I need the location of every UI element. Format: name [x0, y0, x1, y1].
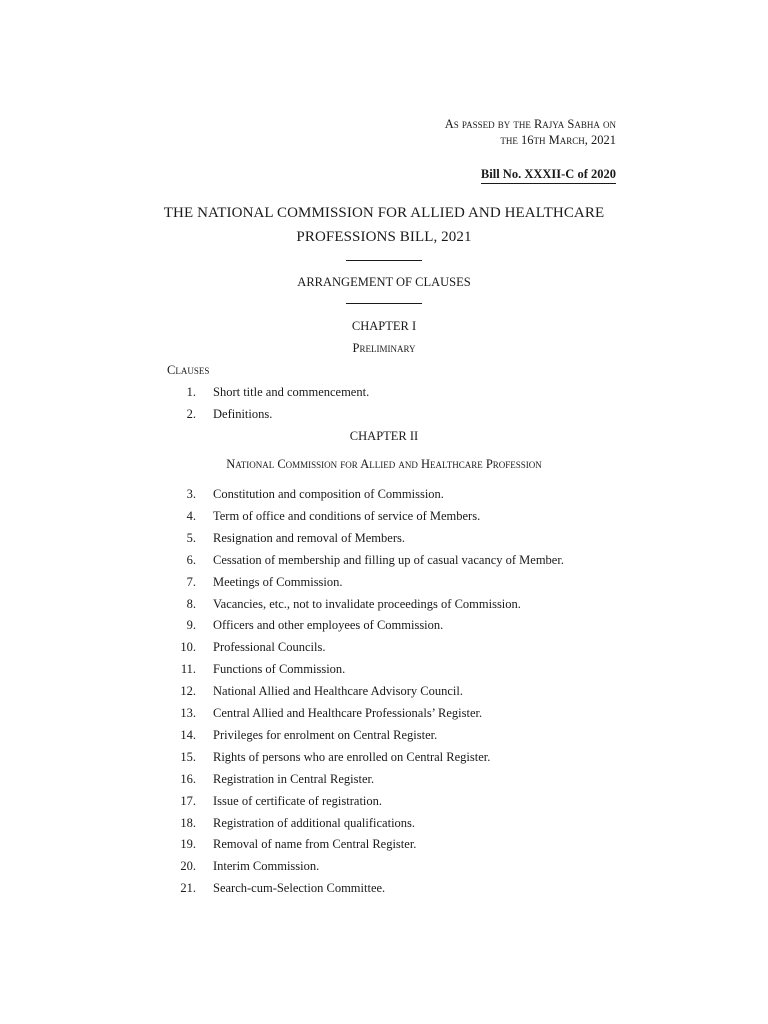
clause-text: Interim Commission.: [213, 859, 320, 874]
clause-number: 12.: [180, 684, 196, 699]
clause-item: [0, 552, 768, 568]
clause-number: 2.: [186, 407, 196, 421]
chapter-1-label: CHAPTER I: [351, 319, 417, 333]
clause-text: Vacancies, etc., not to invalidate proceedings of Commission.: [213, 596, 521, 611]
clause-number: 6.: [186, 552, 196, 567]
clauses-label: Clauses: [167, 363, 210, 377]
clause-item: [0, 749, 768, 765]
clause-text: Registration in Central Register.: [213, 771, 375, 786]
clause-item: [0, 661, 768, 677]
chapter-2-label: CHAPTER II: [349, 429, 419, 443]
clause-number: 14.: [180, 727, 196, 742]
clause-text: Issue of certificate of registration.: [213, 793, 383, 808]
chapter-1-name: Preliminary: [352, 341, 416, 355]
clause-text: Removal of name from Central Register.: [213, 837, 417, 852]
divider-bottom: [346, 303, 422, 304]
clause-text: Short title and commencement.: [213, 385, 370, 399]
clause-text: Central Allied and Healthcare Professionals’ Register.: [213, 706, 483, 720]
clause-number: 8.: [186, 596, 196, 611]
clause-text: Meetings of Commission.: [213, 574, 343, 589]
clause-number: 1.: [186, 385, 196, 399]
clause-item: [0, 727, 768, 743]
clause-number: 21.: [180, 881, 196, 896]
clause-text: Privileges for enrolment on Central Register.: [213, 727, 438, 742]
clause-number: 9.: [186, 618, 196, 633]
clause-text: Functions of Commission.: [213, 662, 346, 677]
clause-item: [0, 815, 768, 831]
clause-item: [0, 639, 768, 655]
clause-item: [0, 880, 768, 896]
clause-number: 18.: [180, 815, 196, 830]
clause-item: [0, 406, 768, 422]
clause-number: 7.: [186, 574, 196, 589]
clause-text: Search-cum-Selection Committee.: [213, 881, 386, 896]
passed-note-line1: As passed by the Rajya Sabha on: [444, 117, 616, 131]
clause-item: [0, 384, 768, 400]
bill-title-line1: THE NATIONAL COMMISSION FOR ALLIED AND HEALTHCARE: [163, 205, 605, 221]
clause-number: 20.: [180, 859, 196, 874]
passed-note-line2: the 16th March, 2021: [500, 133, 616, 147]
clause-item: [0, 508, 768, 524]
arrangement-heading: ARRANGEMENT OF CLAUSES: [297, 275, 471, 289]
clause-text: Professional Councils.: [213, 640, 326, 655]
bill-number: Bill No. XXXII-C of 2020: [481, 166, 616, 184]
clause-number: 17.: [180, 793, 196, 808]
clause-text: Rights of persons who are enrolled on Central Register.: [213, 749, 491, 764]
clause-number: 4.: [186, 508, 196, 523]
clause-number: 19.: [180, 837, 196, 852]
clause-item: [0, 771, 768, 787]
clause-text: Registration of additional qualifications.: [213, 815, 416, 830]
clause-item: [0, 530, 768, 546]
clause-text: Cessation of membership and filling up of casual vacancy of Member.: [213, 552, 564, 567]
clause-text: Term of office and conditions of service of Members.: [213, 508, 481, 523]
clause-item: [0, 836, 768, 852]
clause-text: Constitution and composition of Commission.: [213, 487, 444, 501]
clause-number: 5.: [186, 530, 196, 545]
divider-top: [346, 260, 422, 261]
clause-text: National Allied and Healthcare Advisory Council.: [213, 684, 463, 699]
clause-text: Resignation and removal of Members.: [213, 530, 405, 545]
clause-number: 15.: [180, 749, 196, 764]
clause-item: [0, 486, 768, 502]
clause-number: 13.: [180, 706, 196, 720]
clause-item: [0, 617, 768, 633]
bill-title-line2: PROFESSIONS BILL, 2021: [296, 229, 472, 245]
clause-item: [0, 574, 768, 590]
passed-note: [445, 116, 616, 148]
chapter-2-name: National Commission for Allied and Healthcare Profession: [226, 457, 542, 471]
clause-item: [0, 596, 768, 612]
clause-item: [0, 705, 768, 721]
clause-text: Definitions.: [213, 407, 273, 421]
clause-number: 10.: [180, 640, 196, 655]
clause-item: [0, 793, 768, 809]
bill-title: [100, 201, 668, 249]
clause-number: 11.: [180, 662, 196, 677]
clause-number: 16.: [180, 771, 196, 786]
clause-item: [0, 858, 768, 874]
clause-number: 3.: [186, 487, 196, 501]
clause-text: Officers and other employees of Commission.: [213, 618, 444, 633]
clause-item: [0, 683, 768, 699]
